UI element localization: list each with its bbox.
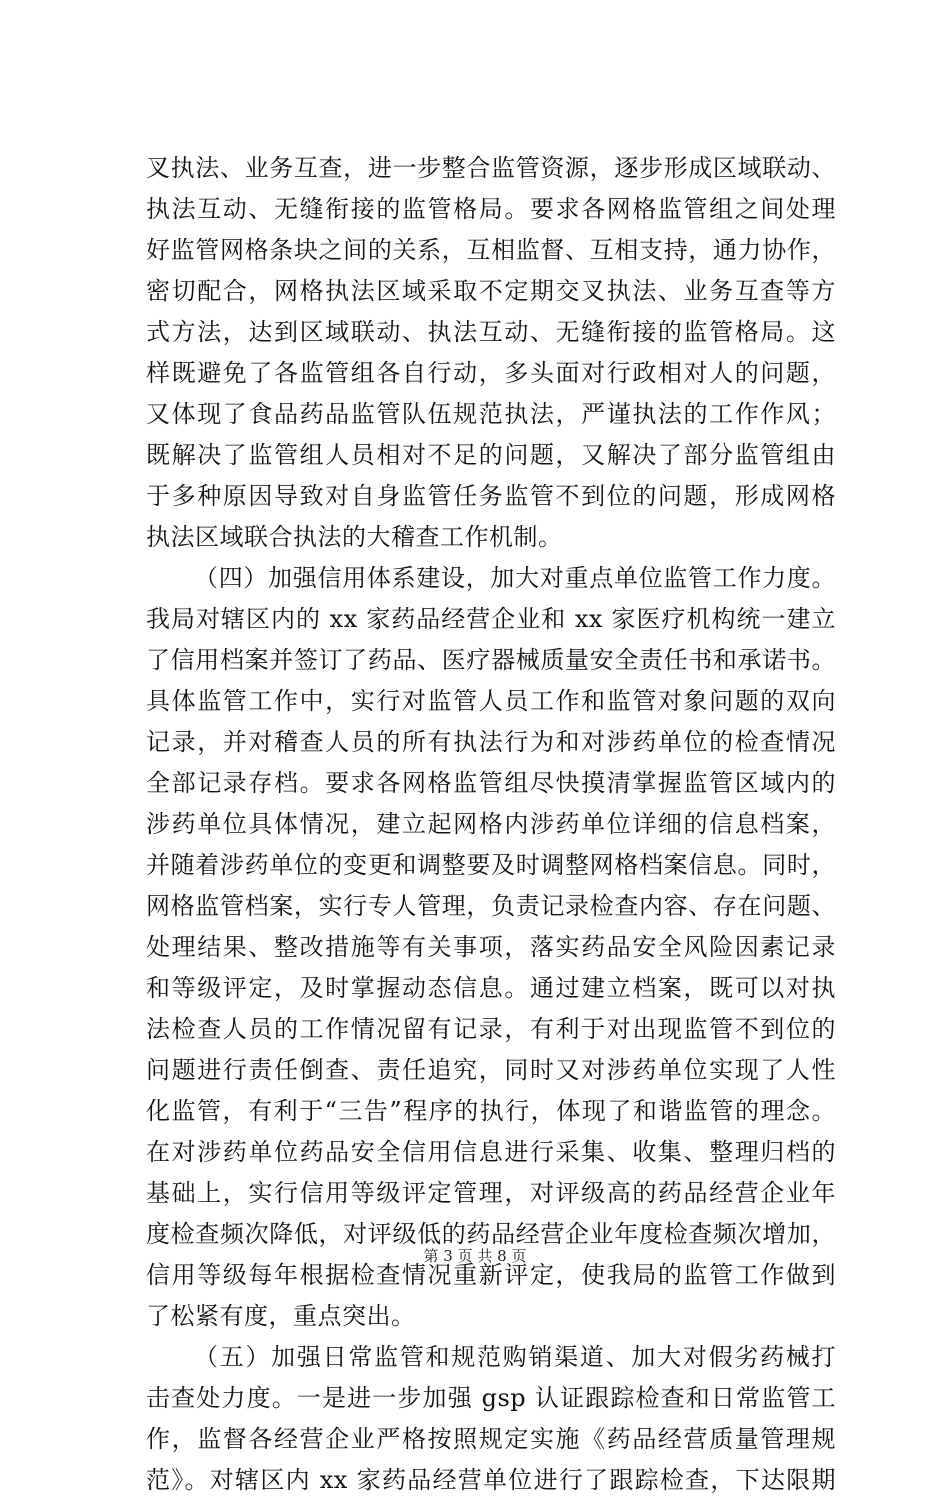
- text-line: 度检查频次降低，对评级低的药品经营企业年度检查频次增加，: [146, 1220, 836, 1248]
- text-line: 式方法，达到区域联动、执法互动、无缝衔接的监管格局。这: [146, 318, 836, 346]
- text-line: 具体监管工作中，实行对监管人员工作和监管对象问题的双向: [146, 687, 836, 715]
- text-line: 法检查人员的工作情况留有记录，有利于对出现监管不到位的: [146, 1015, 836, 1043]
- text-line: 作，监督各经营企业严格按照规定实施《药品经营质量管理规: [146, 1425, 836, 1453]
- text-line: 又体现了食品药品监管队伍规范执法，严谨执法的工作作风；: [146, 400, 836, 428]
- section-heading-4: （四）加强信用体系建设，加大对重点单位监管工作力度。: [194, 564, 836, 592]
- text-line: 好监管网格条块之间的关系，互相监督、互相支持，通力协作，: [146, 236, 836, 264]
- text-line: 并随着涉药单位的变更和调整要及时调整网格档案信息。同时，: [146, 851, 836, 879]
- body-text: [146, 148, 836, 1501]
- text-line: 问题进行责任倒查、责任追究，同时又对涉药单位实现了人性: [146, 1056, 836, 1084]
- text-line: 处理结果、整改措施等有关事项，落实药品安全风险因素记录: [146, 933, 836, 961]
- text-line: 化监管，有利于“三告”程序的执行，体现了和谐监管的理念。: [146, 1097, 836, 1125]
- text-line: 在对涉药单位药品安全信用信息进行采集、收集、整理归档的: [146, 1138, 836, 1166]
- text-line: 范》。对辖区内 xx 家药品经营单位进行了跟踪检查，下达限期: [146, 1466, 836, 1494]
- text-line: 击查处力度。一是进一步加强 gsp 认证跟踪检查和日常监管工: [146, 1384, 836, 1412]
- page-number-footer: 第 3 页 共 8 页: [423, 1247, 527, 1265]
- text-line: 基础上，实行信用等级评定管理，对评级高的药品经营企业年: [146, 1179, 836, 1207]
- text-line: 了松紧有度，重点突出。: [146, 1302, 416, 1330]
- text-line: 全部记录存档。要求各网格监管组尽快摸清掌握监管区域内的: [146, 769, 836, 797]
- text-line: 和等级评定，及时掌握动态信息。通过建立档案，既可以对执: [146, 974, 836, 1002]
- text-line: 密切配合，网格执法区域采取不定期交叉执法、业务互查等方: [146, 277, 836, 305]
- text-line: 信用等级每年根据检查情况重新评定，使我局的监管工作做到: [146, 1261, 836, 1289]
- text-line: 执法互动、无缝衔接的监管格局。要求各网格监管组之间处理: [146, 195, 836, 223]
- text-line: 执法区域联合执法的大稽查工作机制。: [146, 523, 563, 551]
- text-line: 叉执法、业务互查，进一步整合监管资源，逐步形成区域联动、: [146, 154, 836, 182]
- text-line: 于多种原因导致对自身监管任务监管不到位的问题，形成网格: [146, 482, 836, 510]
- text-line: 样既避免了各监管组各自行动，多头面对行政相对人的问题，: [146, 359, 836, 387]
- text-line: 记录，并对稽查人员的所有执法行为和对涉药单位的检查情况: [146, 728, 836, 756]
- text-line: 了信用档案并签订了药品、医疗器械质量安全责任书和承诺书。: [146, 646, 836, 674]
- section-heading-5: （五）加强日常监管和规范购销渠道、加大对假劣药械打: [194, 1343, 836, 1371]
- text-line: 既解决了监管组人员相对不足的问题，又解决了部分监管组由: [146, 441, 836, 469]
- text-line: 我局对辖区内的 xx 家药品经营企业和 xx 家医疗机构统一建立: [146, 605, 836, 633]
- text-line: 涉药单位具体情况，建立起网格内涉药单位详细的信息档案，: [146, 810, 836, 838]
- text-line: 网格监管档案，实行专人管理，负责记录检查内容、存在问题、: [146, 892, 836, 920]
